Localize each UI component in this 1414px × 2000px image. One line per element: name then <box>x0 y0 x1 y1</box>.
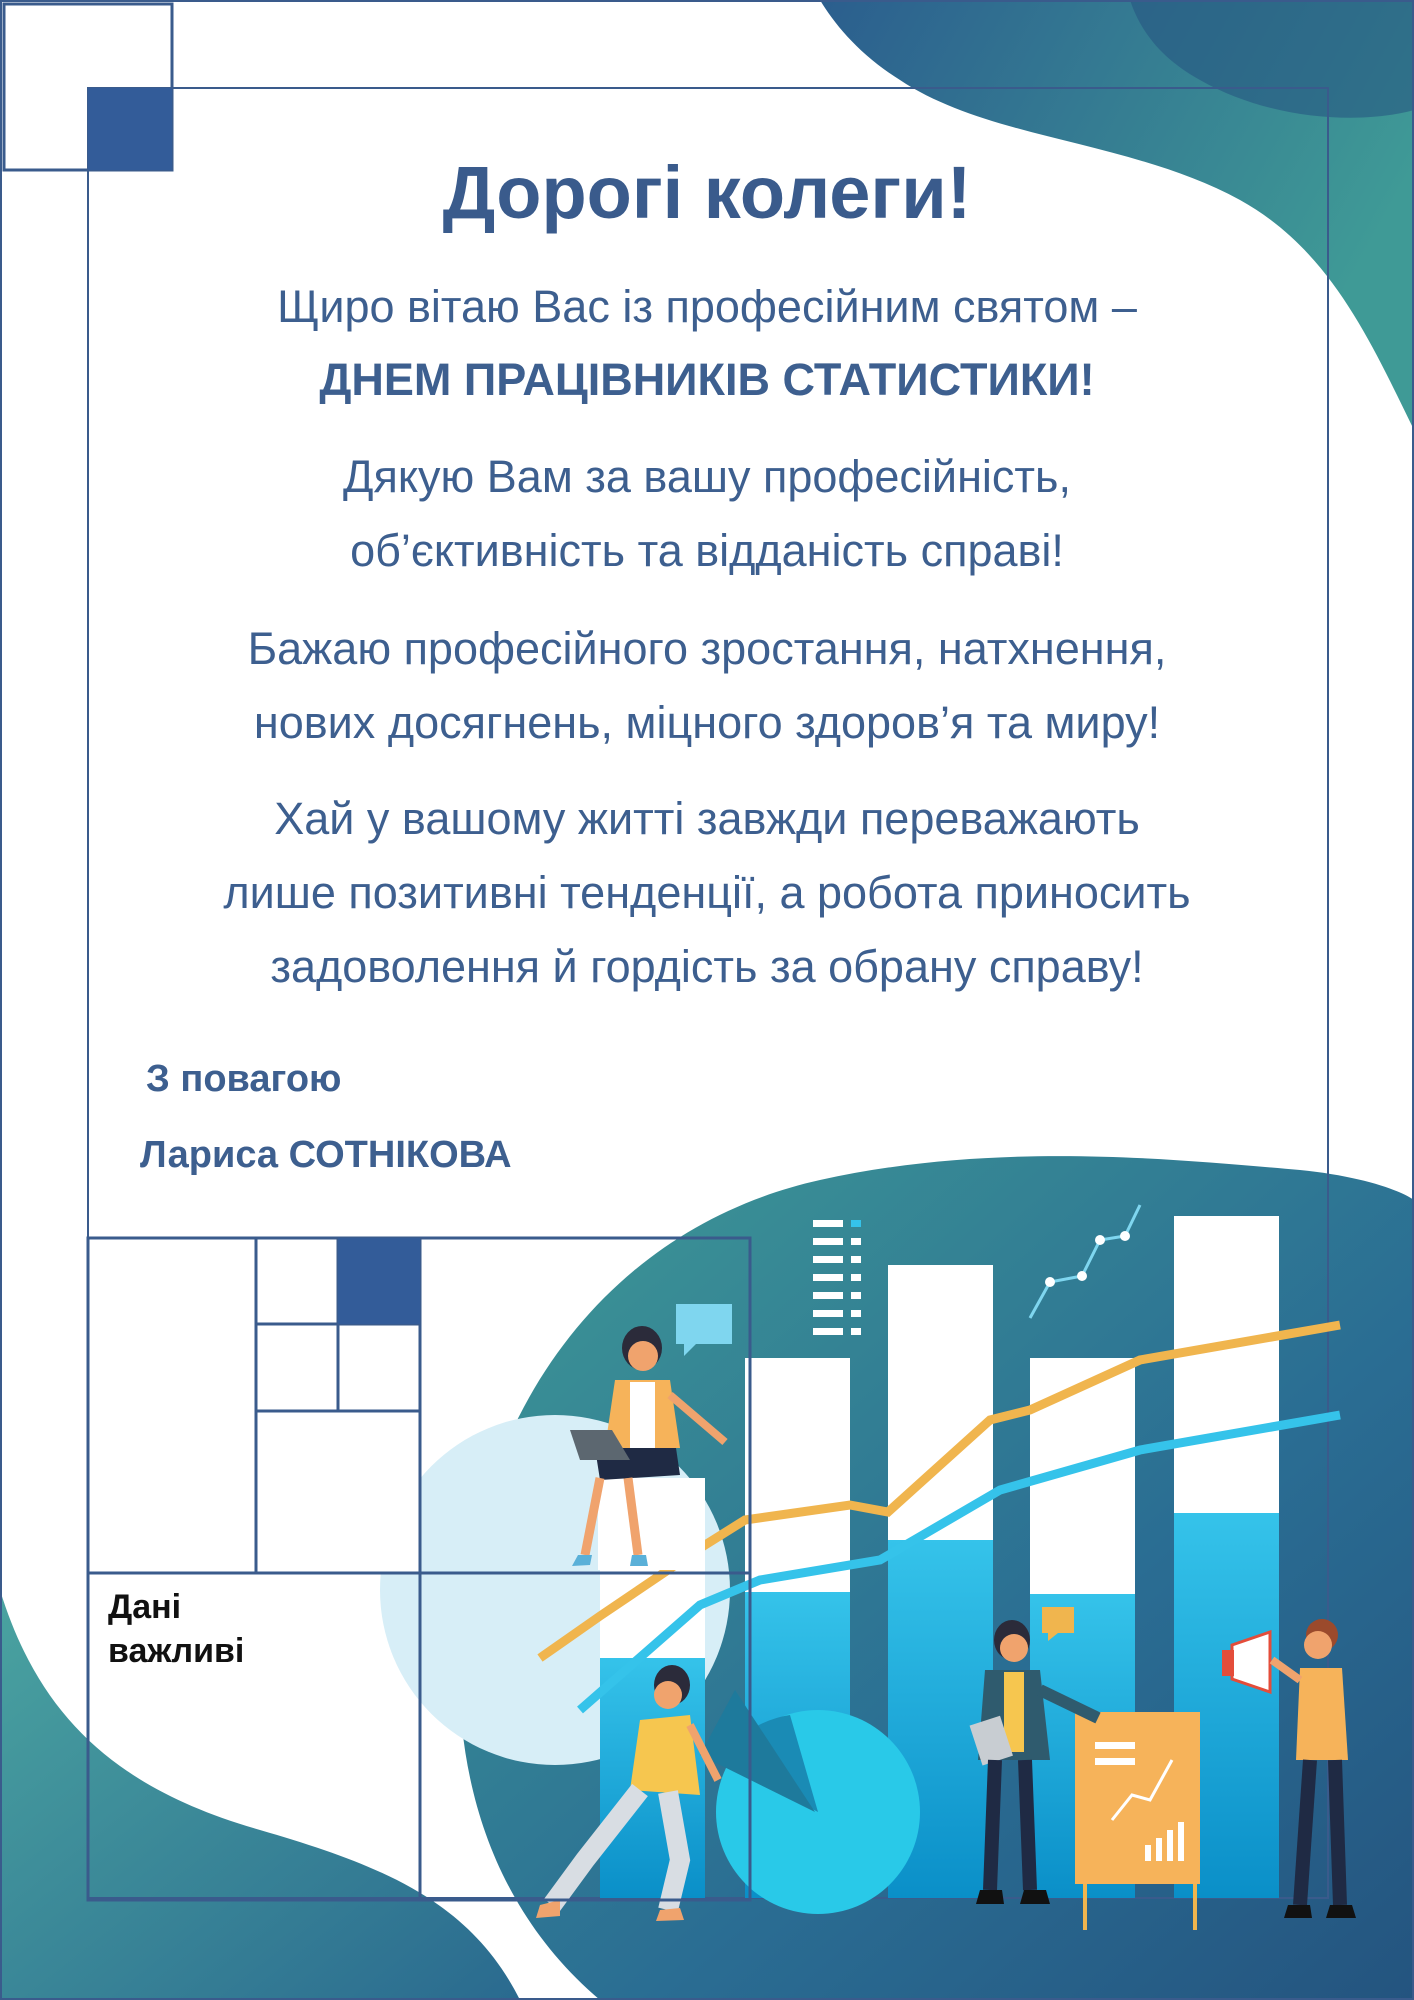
badge-line-1: Дані <box>108 1588 182 1626</box>
wish-line-2: нових досягнень, міцного здоров’я та миру! <box>253 697 1161 748</box>
regards-text: З повагою <box>146 1058 342 1100</box>
badge-line-2: важливі <box>108 1632 245 1670</box>
hope-line-3: задоволення й гордість за обрану справу! <box>270 941 1144 992</box>
thanks-line-1: Дякую Вам за вашу професійність, <box>343 451 1071 502</box>
greeting-line-2: ДНЕМ ПРАЦІВНИКІВ СТАТИСТИКИ! <box>319 354 1095 405</box>
hope-line-2: лише позитивні тенденції, а робота приносить <box>223 867 1191 918</box>
card-title: Дорогі колеги! <box>442 151 972 234</box>
greeting-line-1: Щиро вітаю Вас із професійним святом – <box>277 281 1137 332</box>
grid-filled-square <box>338 1238 420 1324</box>
signature-name: Лариса СОТНІКОВА <box>140 1134 512 1176</box>
wish-line-1: Бажаю професійного зростання, натхнення, <box>247 623 1167 674</box>
thanks-line-2: об’єктивність та відданість справі! <box>350 525 1064 576</box>
data-important-label <box>108 1585 244 1673</box>
hope-line-1: Хай у вашому житті завжди переважають <box>274 793 1140 844</box>
